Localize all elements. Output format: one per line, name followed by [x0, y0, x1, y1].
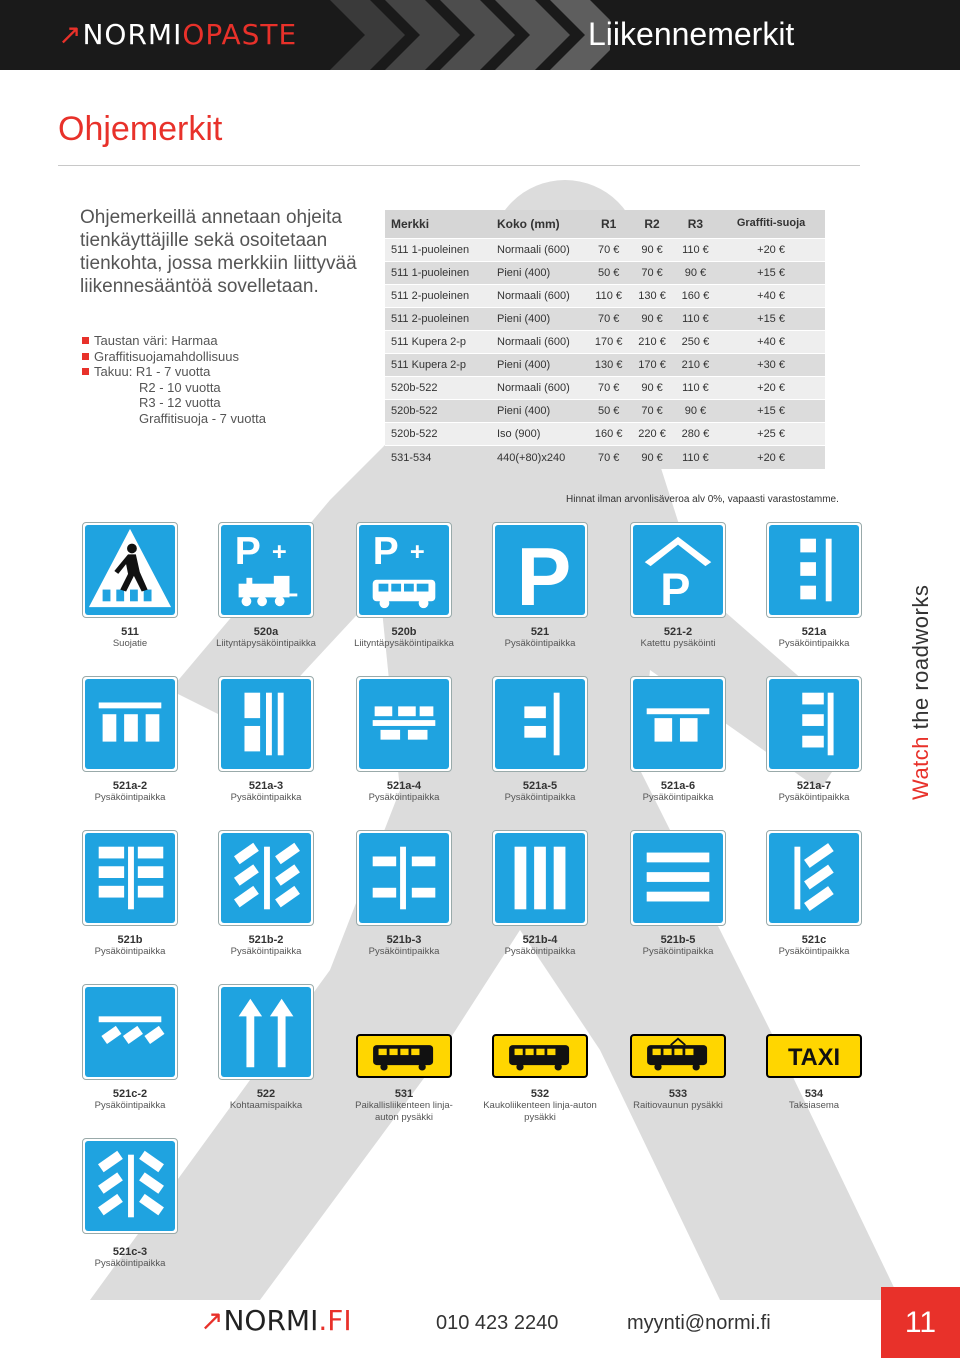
table-cell: Pieni (400) — [491, 400, 587, 423]
svg-text:+: + — [409, 538, 425, 567]
table-cell: 511 2-puoleinen — [385, 284, 491, 307]
sign-name: Suojatie — [112, 638, 148, 649]
table-cell: 70 € — [587, 307, 630, 330]
table-row — [385, 284, 825, 307]
table-cell: 520b-522 — [385, 423, 491, 446]
sign-code: 521a-6 — [660, 780, 696, 792]
table-cell: 70 € — [587, 377, 630, 400]
table-cell: +20 € — [717, 238, 825, 261]
table-cell: +15 € — [717, 307, 825, 330]
sign-code: 522 — [256, 1088, 276, 1100]
sign-parking-layout-icon — [82, 1138, 178, 1234]
sign-caption — [60, 1246, 200, 1270]
sign-code: 521a-7 — [796, 780, 832, 792]
table-row — [385, 238, 825, 261]
spec-item: Taustan väri: Harmaa — [82, 333, 266, 349]
sign-park-ride-bus-icon — [356, 522, 452, 618]
sign-code: 521c-2 — [112, 1088, 148, 1100]
table-cell: 90 € — [630, 238, 673, 261]
sign-parking-layout-icon — [766, 522, 862, 618]
svg-text:TAXI: TAXI — [787, 1045, 841, 1072]
sign-name: Pysäköintipaikka — [94, 1258, 166, 1269]
sign-code: 521a-2 — [112, 780, 148, 792]
table-cell: Normaali (600) — [491, 238, 587, 261]
sign-code: 521c — [801, 934, 827, 946]
table-cell: 50 € — [587, 261, 630, 284]
table-cell: 90 € — [630, 446, 673, 469]
header-title: Liikennemerkit — [588, 16, 795, 52]
table-cell: 90 € — [674, 400, 717, 423]
sign-parking-layout-icon — [766, 676, 862, 772]
sign-code: 520a — [253, 626, 279, 638]
table-row — [385, 377, 825, 400]
table-cell: 160 € — [587, 423, 630, 446]
sign-caption — [608, 934, 748, 958]
page-title: Ohjemerkit — [58, 110, 223, 148]
table-cell: Iso (900) — [491, 423, 587, 446]
sign-name: Liityntäpysäköintipaikka — [354, 638, 454, 649]
table-cell: 90 € — [630, 307, 673, 330]
sign-parking-layout-icon — [766, 830, 862, 926]
table-row — [385, 330, 825, 353]
phone-number[interactable]: 010 423 2240 — [436, 1312, 559, 1334]
col-header: R1 — [587, 210, 630, 238]
sign-coach-stop-icon — [492, 1034, 588, 1078]
table-header-row — [385, 210, 825, 238]
sign-name: Paikallisliikenteen linja-auton pysäkki — [355, 1100, 453, 1123]
table-row — [385, 261, 825, 284]
table-cell: 110 € — [674, 377, 717, 400]
sign-name: Raitiovaunun pysäkki — [633, 1100, 723, 1111]
sign-code: 531 — [394, 1088, 414, 1100]
table-cell: +20 € — [717, 446, 825, 469]
sign-caption — [196, 780, 336, 804]
table-cell: 130 € — [630, 284, 673, 307]
table-cell: 130 € — [587, 353, 630, 376]
table-cell: 280 € — [674, 423, 717, 446]
table-cell: Pieni (400) — [491, 261, 587, 284]
sign-name: Pysäköintipaikka — [778, 638, 850, 649]
spec-item: Graffitisuojamahdollisuus — [82, 349, 266, 365]
sign-caption — [334, 934, 474, 958]
table-cell: 90 € — [630, 377, 673, 400]
sign-bus-stop-icon — [356, 1034, 452, 1078]
sign-parking-layout-icon — [630, 676, 726, 772]
sign-name: Pysäköintipaikka — [368, 946, 440, 957]
sign-name: Pysäköintipaikka — [642, 946, 714, 957]
sign-caption — [60, 780, 200, 804]
spec-list — [82, 333, 266, 426]
table-cell: 170 € — [587, 330, 630, 353]
sign-caption — [470, 780, 610, 804]
sign-parking-layout-icon — [82, 984, 178, 1080]
table-cell: 531-534 — [385, 446, 491, 469]
price-note: Hinnat ilman arvonlisäveroa alv 0%, vapaasti varastostamme. — [566, 494, 839, 505]
sign-parking-layout-icon — [356, 676, 452, 772]
sign-name: Pysäköintipaikka — [368, 792, 440, 803]
table-cell: 250 € — [674, 330, 717, 353]
sign-name: Kohtaamispaikka — [229, 1100, 303, 1111]
table-cell: +40 € — [717, 330, 825, 353]
sign-caption — [334, 780, 474, 804]
sign-code: 521c-3 — [112, 1246, 148, 1258]
spec-item: R2 - 10 vuotta — [139, 379, 221, 395]
table-row — [385, 446, 825, 469]
table-cell: 210 € — [674, 353, 717, 376]
sign-name: Pysäköintipaikka — [94, 946, 166, 957]
table-cell: 110 € — [587, 284, 630, 307]
chevron-pattern — [330, 0, 610, 70]
sign-name: Pysäköintipaikka — [504, 638, 576, 649]
sign-caption — [744, 934, 884, 958]
sign-parking-layout-icon — [218, 676, 314, 772]
table-cell: Normaali (600) — [491, 284, 587, 307]
sign-name: Pysäköintipaikka — [778, 946, 850, 957]
spec-item: R3 - 12 vuotta — [139, 395, 221, 410]
sign-code: 521b-2 — [248, 934, 284, 946]
col-header: Graffiti-suoja — [717, 210, 825, 238]
sign-parking-layout-icon — [82, 676, 178, 772]
table-cell: 210 € — [630, 330, 673, 353]
sign-code: 521b-4 — [522, 934, 558, 946]
sign-caption — [196, 934, 336, 958]
table-cell: 511 Kupera 2-p — [385, 353, 491, 376]
sign-name: Taksiasema — [788, 1100, 840, 1111]
table-cell: Normaali (600) — [491, 330, 587, 353]
table-cell: 110 € — [674, 446, 717, 469]
table-cell: +30 € — [717, 353, 825, 376]
svg-text:P: P — [516, 532, 572, 615]
svg-text:+: + — [271, 538, 287, 567]
spec-item: Graffitisuoja - 7 vuotta — [139, 410, 266, 426]
sign-caption — [608, 780, 748, 804]
table-cell: Pieni (400) — [491, 353, 587, 376]
sign-caption — [608, 626, 748, 650]
table-cell: 170 € — [630, 353, 673, 376]
sign-code: 521a — [801, 626, 827, 638]
sign-caption — [344, 1088, 464, 1124]
intro-text: Ohjemerkeillä annetaan ohjeita tienkäyttäjille sekä osoitetaan tienkohta, jossa merkkiin liittyvää liikennesääntöä sovelletaan. — [80, 207, 357, 297]
sign-parking-layout-icon — [218, 830, 314, 926]
table-row — [385, 307, 825, 330]
table-cell: 511 2-puoleinen — [385, 307, 491, 330]
sign-parking-layout-icon — [82, 830, 178, 926]
table-cell: 110 € — [674, 238, 717, 261]
sign-code: 521a-3 — [248, 780, 284, 792]
sign-caption — [470, 934, 610, 958]
sign-name: Pysäköintipaikka — [94, 792, 166, 803]
sign-name: Pysäköintipaikka — [230, 792, 302, 803]
page-header — [0, 0, 960, 70]
table-cell: +15 € — [717, 261, 825, 284]
sign-code: 532 — [530, 1088, 550, 1100]
table-cell: 70 € — [630, 261, 673, 284]
sign-caption — [744, 626, 884, 650]
sign-name: Liityntäpysäköintipaikka — [216, 638, 316, 649]
sign-name: Pysäköintipaikka — [94, 1100, 166, 1111]
table-cell: 511 1-puoleinen — [385, 261, 491, 284]
sign-caption — [744, 780, 884, 804]
table-cell: 511 1-puoleinen — [385, 238, 491, 261]
sign-caption — [470, 626, 610, 650]
sign-tram-stop-icon — [630, 1034, 726, 1078]
sign-parking-layout-icon — [492, 676, 588, 772]
spec-item: Takuu: R1 - 7 vuotta — [82, 364, 266, 380]
table-cell: Pieni (400) — [491, 307, 587, 330]
sign-code: 521a-5 — [522, 780, 558, 792]
sign-caption — [60, 1088, 200, 1112]
table-row — [385, 353, 825, 376]
sign-caption — [60, 626, 200, 650]
sign-caption — [60, 934, 200, 958]
svg-text:P: P — [372, 530, 399, 574]
sign-parking-icon — [492, 522, 588, 618]
table-cell: 440(+80)x240 — [491, 446, 587, 469]
sign-caption — [334, 626, 474, 650]
sign-code: 520b — [391, 626, 417, 638]
col-header: Koko (mm) — [491, 210, 587, 238]
table-cell: +25 € — [717, 423, 825, 446]
page-number: 11 — [881, 1287, 960, 1358]
sign-crosswalk-icon — [82, 522, 178, 618]
normi-fi-logo[interactable]: ↗NORMI.FI — [200, 1304, 352, 1337]
sign-name: Pysäköintipaikka — [230, 946, 302, 957]
table-cell: 110 € — [674, 307, 717, 330]
col-header: R2 — [630, 210, 673, 238]
table-cell: +20 € — [717, 377, 825, 400]
sign-name: Kaukoliikenteen linja-auton pysäkki — [483, 1100, 597, 1123]
sign-caption — [480, 1088, 600, 1124]
sign-covered-parking-icon — [630, 522, 726, 618]
table-cell: 50 € — [587, 400, 630, 423]
svg-text:P: P — [660, 564, 691, 615]
col-header: R3 — [674, 210, 717, 238]
price-table — [385, 210, 825, 469]
sign-caption — [196, 1088, 336, 1112]
table-cell: 520b-522 — [385, 400, 491, 423]
sign-caption — [744, 1088, 884, 1112]
title-divider — [58, 165, 860, 166]
sign-parking-layout-icon — [356, 830, 452, 926]
sign-code: 521b — [117, 934, 143, 946]
sign-name: Pysäköintipaikka — [642, 792, 714, 803]
table-cell: 160 € — [674, 284, 717, 307]
normiopaste-logo[interactable]: ↗NORMIOPASTE — [58, 18, 298, 51]
svg-text:P: P — [234, 530, 261, 574]
sign-code: 521a-4 — [386, 780, 422, 792]
sign-code: 534 — [804, 1088, 824, 1100]
sign-code: 521b-3 — [386, 934, 422, 946]
sign-name: Pysäköintipaikka — [778, 792, 850, 803]
sign-taxi-icon — [766, 1034, 862, 1078]
sign-caption — [196, 626, 336, 650]
table-cell: 90 € — [674, 261, 717, 284]
sign-code: 533 — [668, 1088, 688, 1100]
sign-two-way-arrows-icon — [218, 984, 314, 1080]
table-cell: 511 Kupera 2-p — [385, 330, 491, 353]
sign-caption — [608, 1088, 748, 1112]
sign-code: 511 — [121, 626, 139, 638]
sign-parking-layout-icon — [492, 830, 588, 926]
sign-code: 521-2 — [663, 626, 693, 638]
table-row — [385, 400, 825, 423]
sign-name: Katettu pysäköinti — [640, 638, 716, 649]
sign-name: Pysäköintipaikka — [504, 792, 576, 803]
col-header: Merkki — [385, 210, 491, 238]
table-cell: 70 € — [587, 238, 630, 261]
table-cell: 70 € — [587, 446, 630, 469]
sign-code: 521b-5 — [660, 934, 696, 946]
email-link[interactable]: myynti@normi.fi — [627, 1312, 771, 1334]
table-cell: +40 € — [717, 284, 825, 307]
table-cell: +15 € — [717, 400, 825, 423]
table-cell: Normaali (600) — [491, 377, 587, 400]
table-cell: 520b-522 — [385, 377, 491, 400]
sign-name: Pysäköintipaikka — [504, 946, 576, 957]
sign-code: 521 — [530, 626, 550, 638]
sign-parking-layout-icon — [630, 830, 726, 926]
table-row — [385, 423, 825, 446]
sign-park-ride-train-icon — [218, 522, 314, 618]
table-cell: 70 € — [630, 400, 673, 423]
table-cell: 220 € — [630, 423, 673, 446]
side-slogan: Watch the roadworks — [908, 584, 933, 800]
